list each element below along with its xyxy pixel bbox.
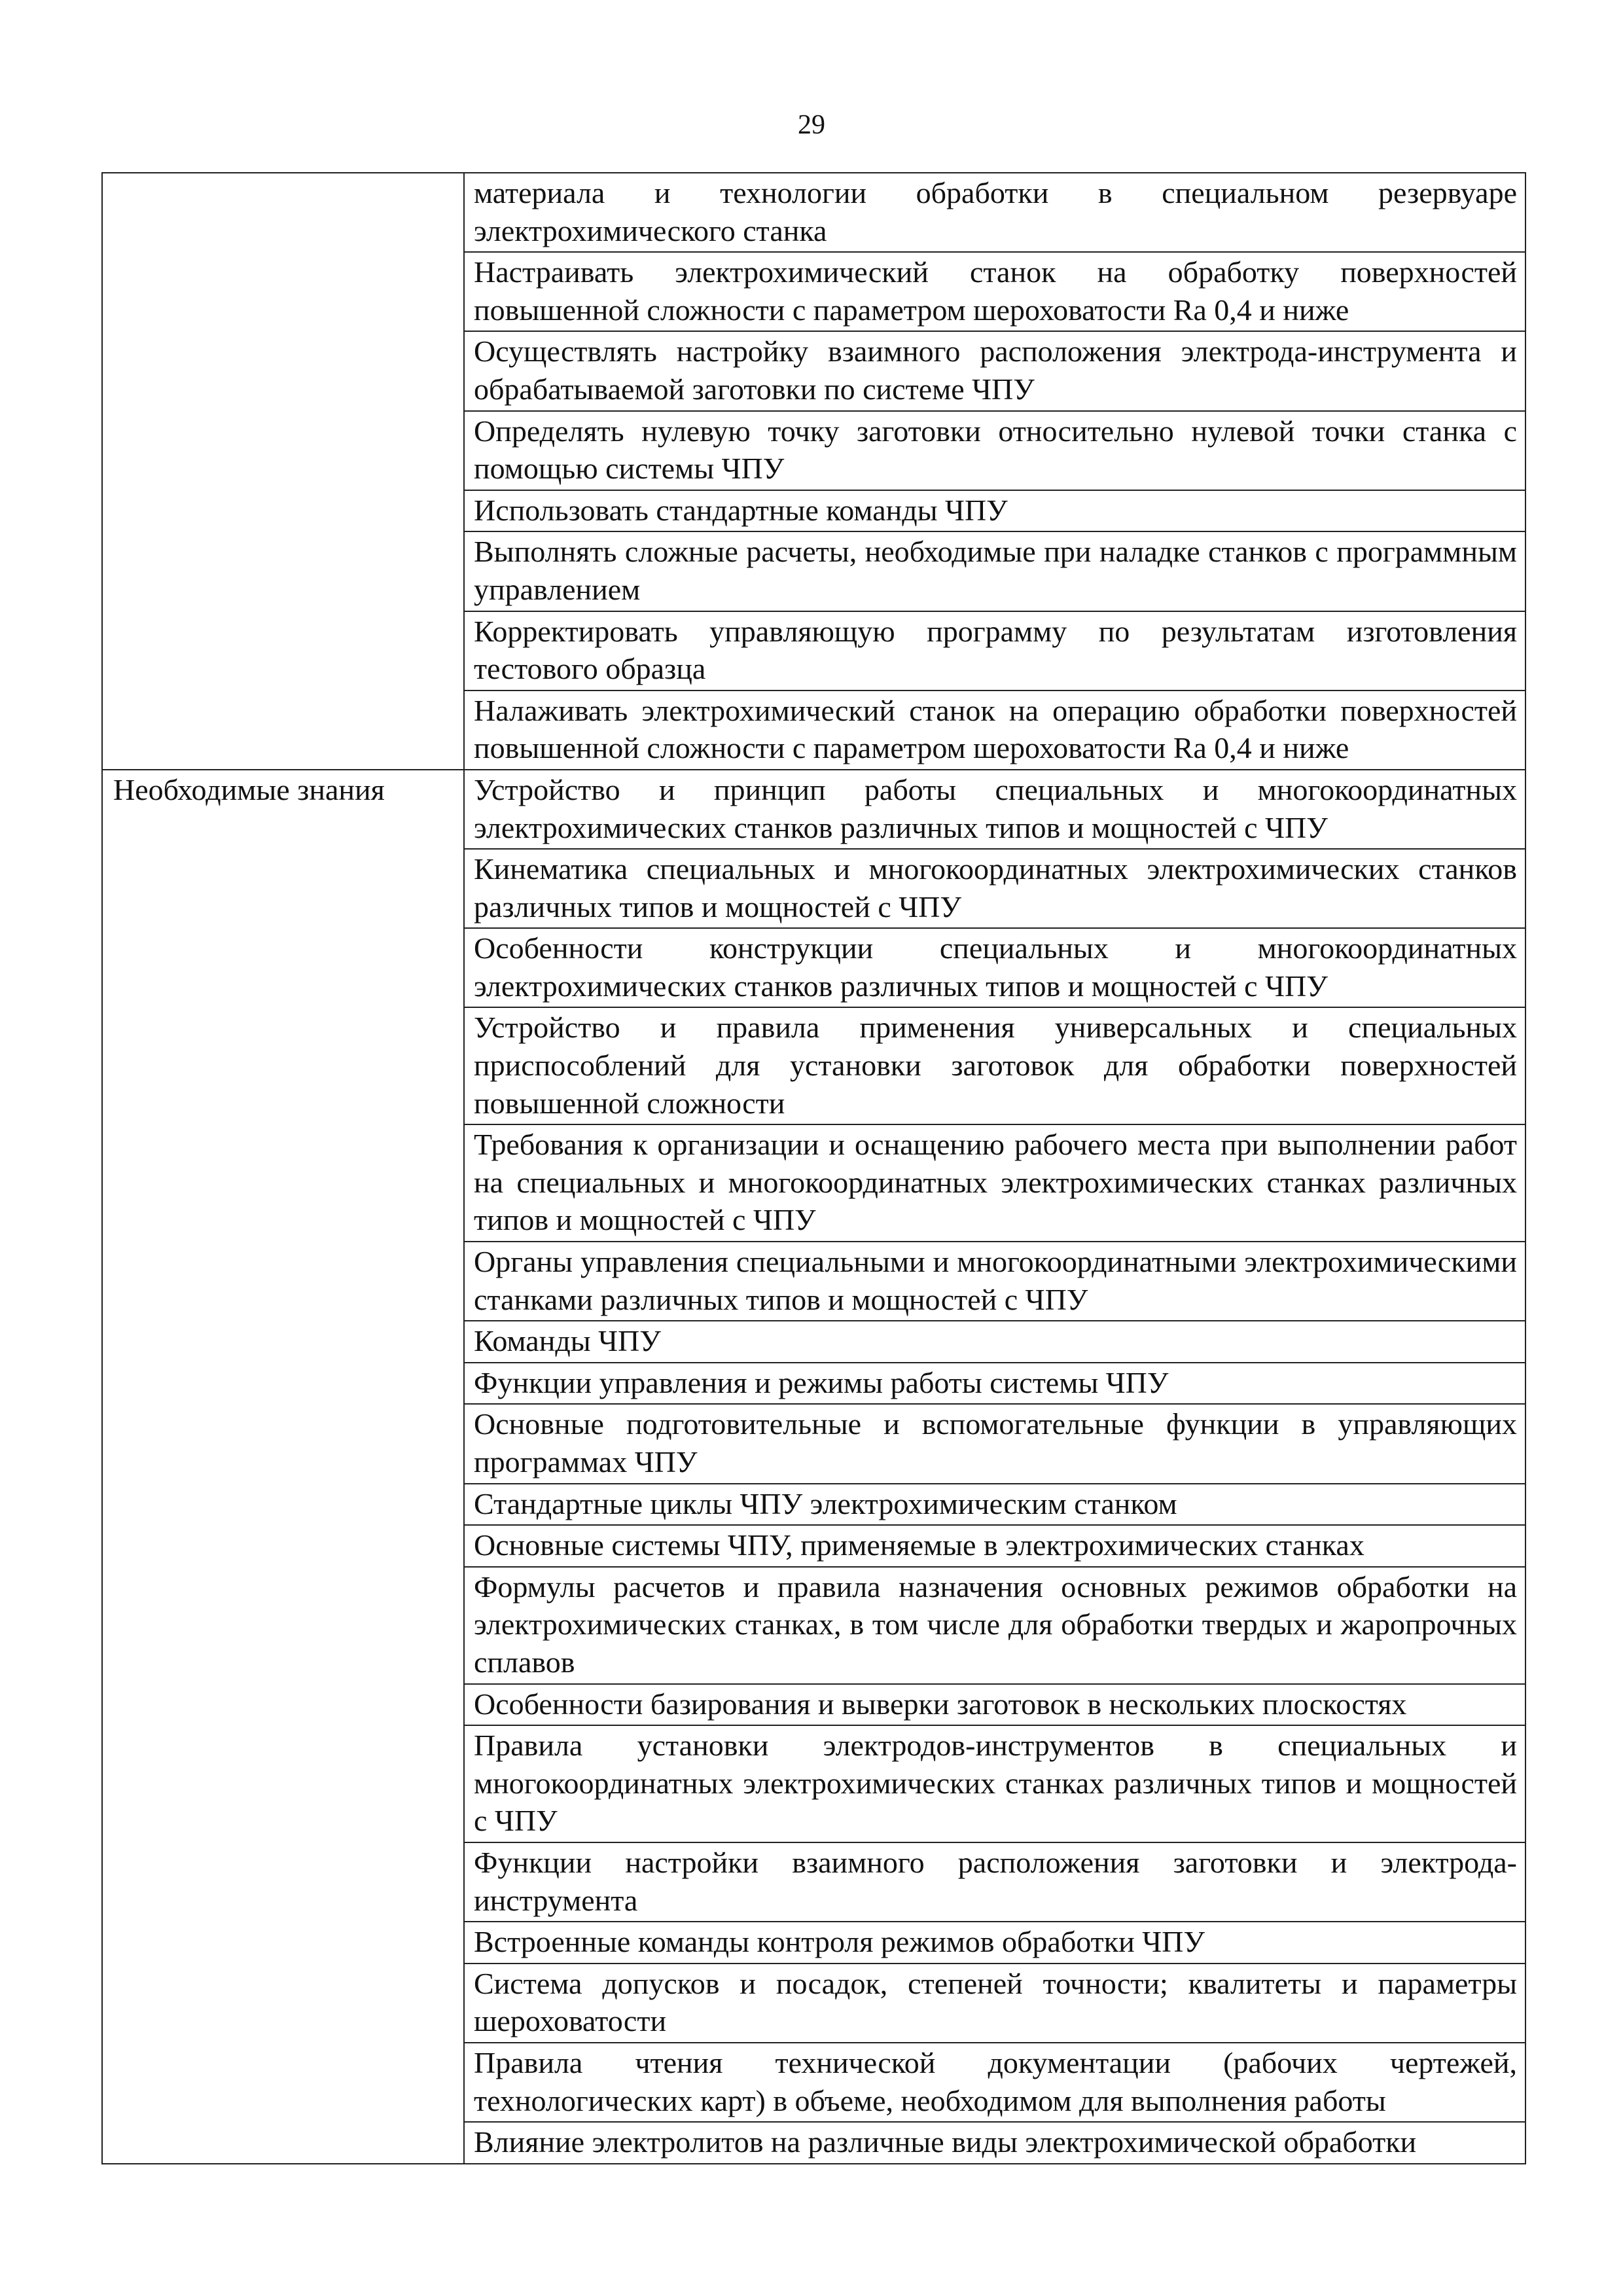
section-label-knowledge: Необходимые знания: [102, 770, 464, 2164]
table-cell-item: Кинематика специальных и многокоординатных электрохимических станков различных типов и мощностей с ЧПУ: [464, 849, 1525, 928]
table-cell-item: Требования к организации и оснащению рабочего места при выполнении работ на специальных и многокоординатных электрохимических станках различных типов и мощностей с ЧПУ: [464, 1124, 1525, 1242]
table-cell-item: Определять нулевую точку заготовки относительно нулевой точки станка с помощью системы ЧПУ: [464, 411, 1525, 490]
table-cell-item: Функции настройки взаимного расположения заготовки и электрода-инструмента: [464, 1842, 1525, 1922]
table-cell-item: Настраивать электрохимический станок на обработку поверхностей повышенной сложности с параметром шероховатости Ra 0,4 и ниже: [464, 252, 1525, 331]
table-cell-item: Правила чтения технической документации (рабочих чертежей, технологических карт) в объеме, необходимом для выполнения работы: [464, 2043, 1525, 2122]
requirements-table: [101, 172, 1526, 2164]
table-body: [102, 173, 1525, 2164]
table-cell-item: Устройство и принцип работы специальных и многокоординатных электрохимических станков различных типов и мощностей с ЧПУ: [464, 770, 1525, 849]
table-cell-item: Формулы расчетов и правила назначения основных режимов обработки на электрохимических станках, в том числе для обработки твердых и жаропрочных сплавов: [464, 1567, 1525, 1684]
table-cell-item: Выполнять сложные расчеты, необходимые при наладке станков с программным управлением: [464, 531, 1525, 611]
table-row: [102, 770, 1525, 849]
table-cell-item: Команды ЧПУ: [464, 1321, 1525, 1363]
table-cell-item: Устройство и правила применения универсальных и специальных приспособлений для установки заготовок для обработки поверхностей повышенной сложности: [464, 1007, 1525, 1124]
table-cell-item: Функции управления и режимы работы системы ЧПУ: [464, 1363, 1525, 1405]
page-number: 29: [798, 110, 825, 140]
table-cell-item: материала и технологии обработки в специальном резервуаре электрохимического станка: [464, 173, 1525, 252]
table-cell-item: Осуществлять настройку взаимного расположения электрода-инструмента и обрабатываемой заготовки по системе ЧПУ: [464, 331, 1525, 410]
table-cell-item: Основные подготовительные и вспомогательные функции в управляющих программах ЧПУ: [464, 1404, 1525, 1483]
table-cell-item: Корректировать управляющую программу по результатам изготовления тестового образца: [464, 611, 1525, 691]
table-cell-item: Встроенные команды контроля режимов обработки ЧПУ: [464, 1922, 1525, 1964]
section-label-empty: [102, 173, 464, 770]
table-cell-item: Органы управления специальными и многокоординатными электрохимическими станками различных типов и мощностей с ЧПУ: [464, 1242, 1525, 1321]
table-cell-item: Влияние электролитов на различные виды электрохимической обработки: [464, 2122, 1525, 2164]
table-cell-item: Использовать стандартные команды ЧПУ: [464, 490, 1525, 532]
table-cell-item: Особенности базирования и выверки заготовок в нескольких плоскостях: [464, 1684, 1525, 1726]
table-row: [102, 173, 1525, 252]
table-cell-item: Налаживать электрохимический станок на операцию обработки поверхностей повышенной сложности с параметром шероховатости Ra 0,4 и ниже: [464, 691, 1525, 770]
table-cell-item: Основные системы ЧПУ, применяемые в электрохимических станках: [464, 1525, 1525, 1567]
table-cell-item: Правила установки электродов-инструментов в специальных и многокоординатных электрохимических станках различных типов и мощностей с ЧПУ: [464, 1725, 1525, 1842]
table-cell-item: Система допусков и посадок, степеней точности; квалитеты и параметры шероховатости: [464, 1964, 1525, 2043]
table-cell-item: Стандартные циклы ЧПУ электрохимическим станком: [464, 1484, 1525, 1526]
table-cell-item: Особенности конструкции специальных и многокоординатных электрохимических станков различных типов и мощностей с ЧПУ: [464, 928, 1525, 1007]
